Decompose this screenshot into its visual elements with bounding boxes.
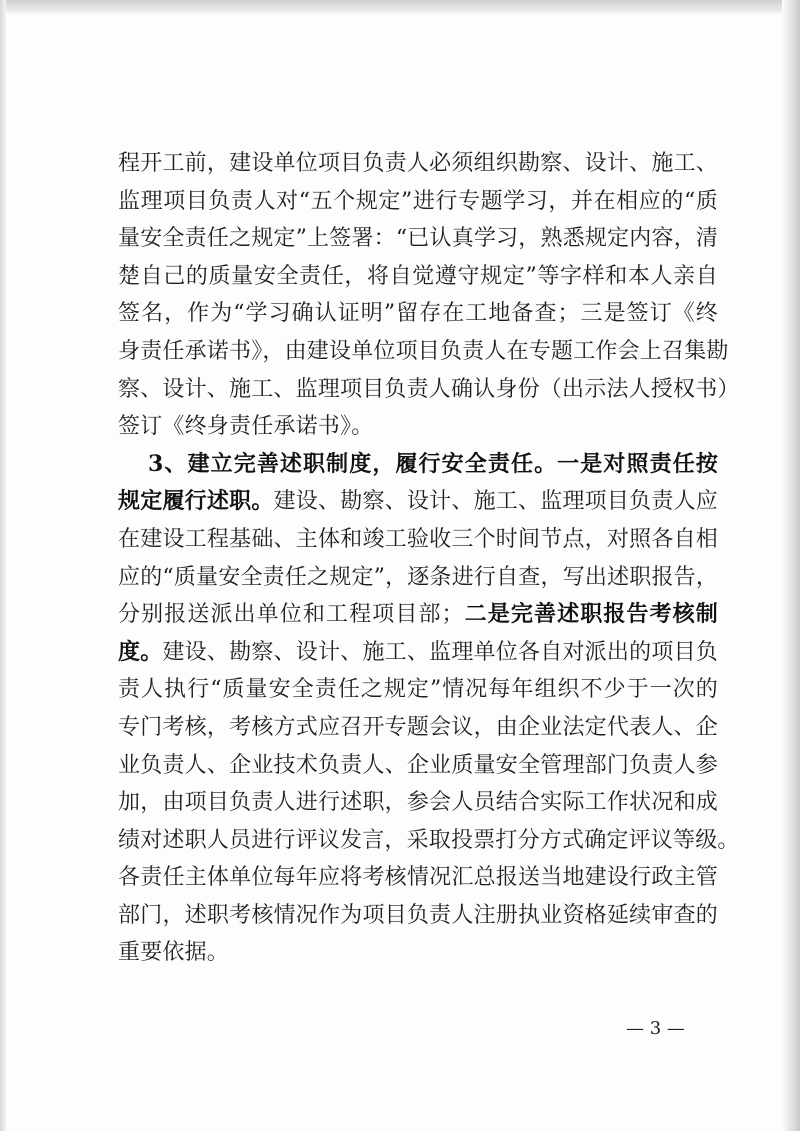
bold-phrase: 规定履行述职。	[118, 488, 274, 515]
text-line	[118, 596, 718, 634]
section-heading-line: 3、建立完善述职制度，履行安全责任。一是对照责任按	[148, 450, 718, 477]
text-run: 分别报送派出单位和工程项目部；	[118, 602, 464, 628]
text-line: 各责任主体单位每年应将考核情况汇总报送当地建设行政主管	[118, 865, 718, 891]
text-line: 专门考核，考核方式应召开专题会议，由企业法定代表人、企	[118, 714, 718, 740]
text-run: 建设、勘察、设计、施工、监理项目负责人应	[273, 489, 718, 515]
text-run: 建设、勘察、设计、施工、监理单位各自对派出的项目负	[162, 639, 718, 665]
text-line: 部门，述职考核情况作为项目负责人注册执业资格延续审查的	[118, 902, 718, 928]
text-line: 应的“质量安全责任之规定”，逐条进行自查，写出述职报告，	[118, 564, 719, 590]
text-line: 绩对述职人员进行评议发言，采取投票打分方式确定评议等级。	[118, 827, 740, 853]
text-line	[118, 634, 718, 672]
paragraph-1	[118, 145, 740, 446]
body-text	[118, 145, 740, 972]
scan-edge-left	[0, 0, 6, 1131]
scan-edge-top	[0, 0, 800, 14]
text-line: 在建设工程基础、主体和竣工验收三个时间节点，对照各自相	[118, 526, 718, 552]
text-line: 业负责人、企业技术负责人、企业质量安全管理部门负责人参	[118, 752, 718, 778]
text-line	[118, 483, 718, 521]
text-line: 察、设计、施工、监理项目负责人确认身份（出示法人授权书）	[118, 376, 740, 402]
paragraph-2	[118, 446, 740, 972]
text-line: 责人执行“质量安全责任之规定”情况每年组织不少于一次的	[118, 677, 718, 703]
text-line: 楚自己的质量安全责任，将自觉遵守规定”等字样和本人亲自	[118, 263, 718, 289]
text-line: 量安全责任之规定”上签署：“已认真学习，熟悉规定内容，清	[118, 226, 719, 252]
text-line: 身责任承诺书》，由建设单位项目负责人在专题工作会上召集勘	[118, 338, 729, 364]
page-number: — 3 —	[626, 1018, 685, 1039]
text-line: 程开工前，建设单位项目负责人必须组织勘察、设计、施工、	[118, 151, 718, 176]
text-line: 签订《终身责任承诺书》。	[118, 414, 374, 440]
bold-phrase: 度。	[118, 638, 163, 665]
text-line: 签名，作为“学习确认证明”留存在工地备查；三是签订《终	[118, 301, 718, 327]
text-line: 重要依据。	[118, 940, 230, 966]
scan-edge-right	[782, 0, 800, 1131]
text-line: 监理项目负责人对“五个规定”进行专题学习，并在相应的“质	[118, 188, 718, 214]
bold-phrase: 二是完善述职报告考核制	[463, 601, 718, 628]
text-line: 加，由项目负责人进行述职，参会人员结合实际工作状况和成	[118, 790, 718, 816]
